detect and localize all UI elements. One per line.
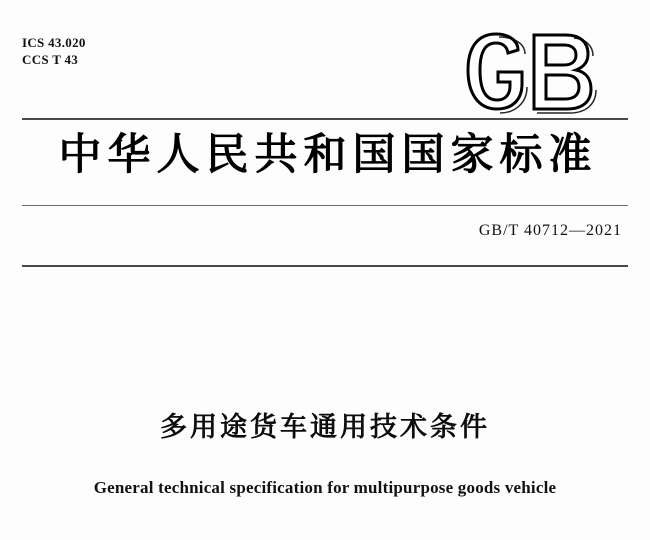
divider-top [22,118,628,120]
gb-emblem-icon [462,30,622,114]
ics-code: ICS 43.020 [22,35,86,50]
national-standard-title: 中华人民共和国国家标准 [58,130,598,180]
standard-number: GB/T 40712—2021 [478,222,622,239]
divider-bottom [22,265,628,267]
divider-middle [22,205,628,206]
classification-codes [22,34,86,68]
document-title-english: General technical specification for multipurpose goods vehicle [93,478,557,497]
ccs-code: CCS T 43 [22,52,79,67]
document-title-chinese: 多用途货车通用技术条件 [160,412,490,443]
